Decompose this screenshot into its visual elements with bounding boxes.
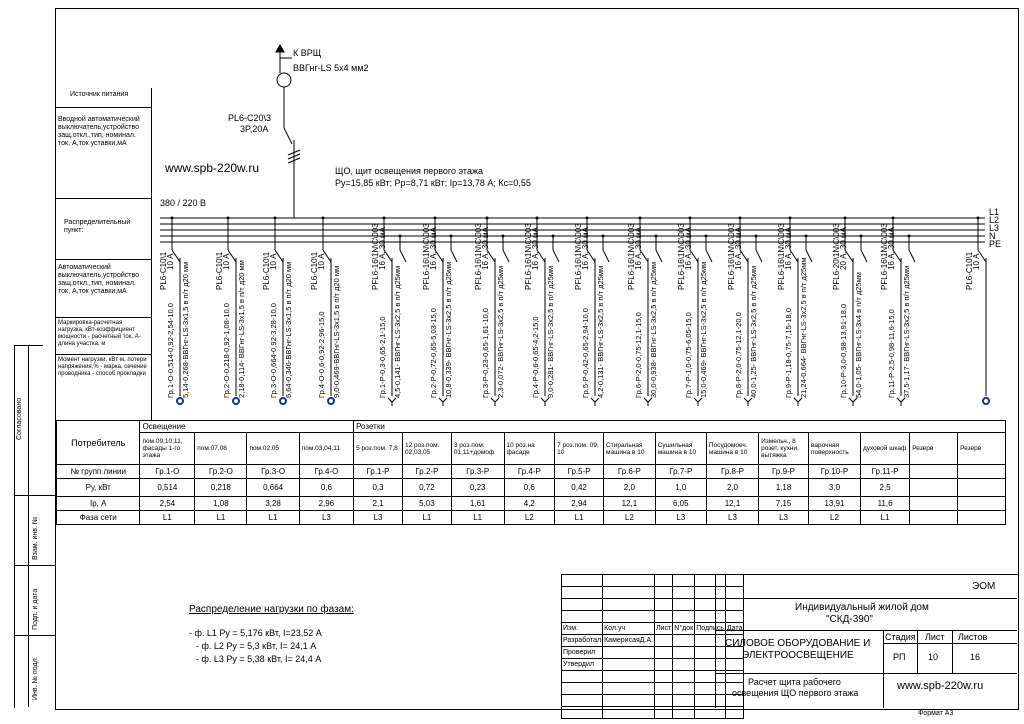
consumer-cell: варочная поверхность <box>808 433 860 465</box>
table-cell-group: Гр.1-Р <box>354 465 403 479</box>
circuit-label: 37,5-1,17- ВВГнг-LS-3х2,5 в п/т д25мм <box>902 265 911 398</box>
group-osv-header: Освещение <box>140 421 354 433</box>
stamp-cell <box>562 707 603 719</box>
table-cell-p: 0,6 <box>299 479 353 497</box>
circuit-label: PL6-C10\1 <box>310 251 319 290</box>
circuit-label: PFL6-16\1N\C\003 <box>371 223 380 290</box>
stamp-cell <box>603 611 655 623</box>
circuit-label: 16 А, 30 мА <box>634 227 643 270</box>
feed-to-label: К ВРЩ <box>293 48 322 58</box>
table-cell-phase <box>958 511 1006 525</box>
stamp-cell <box>725 575 744 587</box>
row-label: Ру, кВт <box>57 479 140 497</box>
distribution-l3: - ф. L3 Ру = 5,38 кВт, I= 24,4 А <box>196 654 322 664</box>
parameters-table <box>56 420 1006 525</box>
circuit-label: PFL6-16\1N\C\003 <box>777 223 786 290</box>
circuit-label: 5,14-0,268-ВВГнг-LS-3х1,5 в п/т д20 мм <box>181 261 190 398</box>
circuit-label: PFL6-16\1N\C\003 <box>524 223 533 290</box>
stage-value: РП <box>893 652 906 662</box>
table-cell-i: 4,2 <box>504 497 555 511</box>
circuit-label: Гр.4-О-0,6-0,92-2,96-15,0 <box>317 311 326 398</box>
label-auto-breaker: Автоматический выключатель,устройство защ.откл.,тип, номинал. ток, А,ток уставки,мА <box>56 260 151 318</box>
table-cell-p <box>910 479 958 497</box>
stamp-role: Утвердил <box>562 659 603 671</box>
stamp-header: Лист <box>655 623 673 635</box>
circuit-label: 9,0-0,469-ВВГнг-LS-3х1,5 в п/т д20 мм <box>332 265 341 398</box>
panel-title: ЩО, щит освещения первого этажа <box>335 166 483 176</box>
circuit-label: 16 А, 30 мА <box>581 227 590 270</box>
stamp-cell <box>725 707 744 719</box>
socket-icon <box>694 398 702 406</box>
circuit-label: 10 А <box>972 253 981 270</box>
format-label: Формат А3 <box>918 710 954 717</box>
circuit-label: PFL6-16\1N\C\003 <box>727 223 736 290</box>
table-cell-i: 7,15 <box>759 497 809 511</box>
circuit-label: 20 А, 30 мА <box>839 227 848 270</box>
bus-label-n: N <box>989 231 996 241</box>
stamp-cell <box>673 635 695 647</box>
table-cell-group: Гр.4-О <box>299 465 353 479</box>
stamp-cell <box>603 575 655 587</box>
table-cell-i: 11,6 <box>860 497 909 511</box>
circuit-label: 16 А, 30 мА <box>684 227 693 270</box>
row-label: № групп линии <box>57 465 140 479</box>
table-cell-i <box>910 497 958 511</box>
distribution-l2: - ф. L2 Ру = 5,3 кВт, I= 24,1 А <box>196 641 317 651</box>
stamp-cell <box>655 635 673 647</box>
table-cell-group: Гр.11-Р <box>860 465 909 479</box>
table-cell-i: 2,94 <box>555 497 604 511</box>
table-cell-i: 1,08 <box>195 497 247 511</box>
stamp-header: Дата <box>725 623 744 635</box>
table-cell-i: 2,54 <box>140 497 195 511</box>
table-cell-group: Гр.10-Р <box>808 465 860 479</box>
circuit-label: 16 А, 30 мА <box>887 227 896 270</box>
stamp-cell <box>695 611 726 623</box>
stamp-cell <box>673 659 695 671</box>
stamp-cell <box>603 695 655 707</box>
circuit-label: Гр.1-О-0,514-0,92-2,54-10,0 <box>166 303 175 398</box>
stamp-cell <box>603 707 655 719</box>
table-cell-i: 6,05 <box>655 497 706 511</box>
stamp-header: Подпись <box>695 623 726 635</box>
stamp-cell <box>562 575 603 587</box>
circuit-label: 10 А <box>166 253 175 270</box>
label-distribution: Распределительный пункт: <box>56 199 151 260</box>
table-cell-phase: L2 <box>808 511 860 525</box>
consumer-cell: 3 роз.пом. 01,11+домоф <box>451 433 504 465</box>
circuit-label: PL6-C10\1 <box>965 251 974 290</box>
sheet-label: Лист <box>925 632 945 642</box>
lamp-icon <box>983 398 989 404</box>
stamp-cell <box>673 611 695 623</box>
table-cell-group <box>910 465 958 479</box>
table-cell-phase: L3 <box>655 511 706 525</box>
circuit-label: 16 А, 30 мА <box>429 227 438 270</box>
consumer-cell: духовой шкаф <box>860 433 909 465</box>
consumer-cell: пом.09,10,11, фасады 1-го этажа <box>140 433 195 465</box>
sheet-value: 10 <box>928 652 939 662</box>
stamp-header: N°док <box>673 623 695 635</box>
stamp-cell <box>562 695 603 707</box>
consumer-cell: Измельч., 8 розет. кухни, вытяжка <box>759 433 809 465</box>
table-cell-i: 2,96 <box>299 497 353 511</box>
consumer-cell: 7 роз.пом. 09, 10 <box>555 433 604 465</box>
table-cell-phase <box>910 511 958 525</box>
table-cell-phase: L1 <box>402 511 451 525</box>
stamp-cell <box>673 707 695 719</box>
circuit-label: Гр.3-Р-0,23-0,65-1,61-10,0 <box>481 308 490 398</box>
stamp-cell <box>655 659 673 671</box>
table-cell-group: Гр.6-Р <box>604 465 656 479</box>
circuit-label: 16 А, 30 мА <box>734 227 743 270</box>
doc-code: ЭОМ <box>972 581 996 592</box>
side-stamp-agreed: Согласовано <box>16 397 23 440</box>
circuit-label: PL6-C10\1 <box>262 251 271 290</box>
circuit-label: 10 А <box>317 253 326 270</box>
socket-icon <box>897 398 905 406</box>
table-cell-p <box>958 479 1006 497</box>
circuit-label: 10 А <box>269 253 278 270</box>
stamp-cell <box>655 647 673 659</box>
stamp-role: Проверил <box>562 647 603 659</box>
table-cell-phase: L3 <box>759 511 809 525</box>
circuit-label: PFL6-16\1N\C\003 <box>474 223 483 290</box>
consumer-cell: 10 роз.на фасаде <box>504 433 555 465</box>
stamp-cell <box>695 635 726 647</box>
label-input-breaker: Вводной автоматический выключатель,устройство защ.откл.,тип, номинал. ток, А,ток уставки,мА <box>56 108 151 199</box>
table-cell-group: Гр.3-О <box>247 465 299 479</box>
table-cell-group: Гр.3-Р <box>451 465 504 479</box>
distribution-title: Распределение нагрузки по фазам: <box>189 604 354 615</box>
circuit-label: 10,8-0,339- ВВГнг-LS-3х2,5 в п/т д25мм <box>444 261 453 398</box>
table-cell-group: Гр.9-Р <box>759 465 809 479</box>
table-cell-p: 0,42 <box>555 479 604 497</box>
table-cell-i: 12,1 <box>706 497 758 511</box>
stamp-author: КамерисаяД.А. <box>603 635 655 647</box>
socket-icon <box>794 398 802 406</box>
socket-icon <box>644 398 652 406</box>
stamp-header: Изм. <box>562 623 603 635</box>
consumer-cell: Резерв <box>910 433 958 465</box>
consumer-cell: пом.03,04,11 <box>299 433 353 465</box>
table-cell-p: 0,218 <box>195 479 247 497</box>
table-cell-phase: L1 <box>555 511 604 525</box>
stamp-cell <box>655 695 673 707</box>
section-line1: СИЛОВОЕ ОБОРУДОВАНИЕ И <box>725 638 871 649</box>
side-stamp-replace: Взам. инв. № <box>32 516 39 560</box>
stamp-cell <box>655 611 673 623</box>
circuit-label: 10 А <box>222 253 231 270</box>
circuit-label: PL6-C10\1 <box>159 251 168 290</box>
stamp-cell <box>673 575 695 587</box>
stamp-cell <box>562 587 603 599</box>
stamp-cell <box>695 575 726 587</box>
circuit-label: Гр.3-О-0,664-0,92-3,28-10,0 <box>269 303 278 398</box>
side-stamp-inv: Инв. № подл. <box>32 656 39 700</box>
stamp-cell <box>603 599 655 611</box>
stamp-cell <box>725 599 744 611</box>
label-marking: Маркировка-расчетная нагрузка, кВт-коэффициент мощности - расчетный ток, А-длина участка, м <box>56 318 151 355</box>
stamp-cell <box>562 611 603 623</box>
table-cell-phase: L1 <box>195 511 247 525</box>
circuit-label: PFL6-16\1N\C\003 <box>574 223 583 290</box>
consumer-cell: Сушильная машина в 10 <box>655 433 706 465</box>
label-cable: Момент нагрузки, кВт·м, потери напряжения,% - марка, сечение проводника - способ прокладки <box>58 357 147 377</box>
circuit-label: 6,64-0,346-ВВГнг-LS-3х1,5 в п/т д20 мм <box>284 261 293 398</box>
socket-icon <box>491 398 499 406</box>
socket-icon <box>849 398 857 406</box>
stamp-cell <box>562 671 603 683</box>
circuit-label: 9,0-0,281- ВВГнг-LS-3х2,5 в п/т д25мм <box>546 265 555 398</box>
consumer-cell: пом.02,05 <box>247 433 299 465</box>
circuit-label: Гр.11-Р-2,5-0,98-11,6-15,0 <box>887 309 896 398</box>
circuit-label: Гр.6-Р-2,0-0,75-12,1-15,0 <box>634 312 643 398</box>
bus-label-l3: L3 <box>989 223 1000 233</box>
consumer-cell: 5 роз.пом. 7,8 <box>354 433 403 465</box>
stamp-cell <box>655 671 673 683</box>
main-breaker-line1: PL6-C20\3 <box>228 113 272 123</box>
stamp-cell <box>655 599 673 611</box>
stamp-cell <box>695 599 726 611</box>
socket-icon <box>541 398 549 406</box>
circuit-label: Гр.2-Р-0,72-0,65-5,03-15,0 <box>429 308 438 398</box>
stamp-cell <box>603 587 655 599</box>
section-line2: ЭЛЕКТРООСВЕЩЕНИЕ <box>742 650 854 661</box>
object-line2: "СКД-390" <box>826 614 873 625</box>
table-cell-phase: L1 <box>860 511 909 525</box>
table-cell-phase: L3 <box>299 511 353 525</box>
circuit-label: Гр.5-Р-0,42-0,65-2,94-10,0 <box>581 308 590 398</box>
table-cell-i: 1,61 <box>451 497 504 511</box>
stamp-cell <box>725 587 744 599</box>
sheets-value: 16 <box>970 652 981 662</box>
consumer-header: Потребитель <box>57 421 140 465</box>
stamp-cell <box>673 695 695 707</box>
circuit-label: PL6-C10\1 <box>215 251 224 290</box>
stamp-cell <box>695 695 726 707</box>
stamp-cell <box>655 587 673 599</box>
circuit-label: 16 А, 30 мА <box>531 227 540 270</box>
website-label: www.spb-220w.ru <box>897 680 984 692</box>
table-cell-phase: L1 <box>247 511 299 525</box>
table-cell-phase: L1 <box>451 511 504 525</box>
circuit-label: PFL6-20\1N\C\003 <box>832 223 841 290</box>
table-cell-p: 1,18 <box>759 479 809 497</box>
table-cell-p: 1,0 <box>655 479 706 497</box>
stamp-cell <box>725 611 744 623</box>
stamp-grid <box>561 574 744 719</box>
stamp-cell <box>603 671 655 683</box>
stamp-header: Кол.уч <box>603 623 655 635</box>
table-cell-phase: L2 <box>604 511 656 525</box>
consumer-cell: пом.07,08 <box>195 433 247 465</box>
bus-label-pe: PE <box>989 239 1002 249</box>
object-line1: Индивидуальный жилой дом <box>795 602 929 613</box>
label-source: Источник питания <box>56 88 151 108</box>
circuit-label: Гр.1-Р-0,3-0,65-2,1-15,0 <box>378 316 387 398</box>
table-cell-i: 3,28 <box>247 497 299 511</box>
circuit-label: 16 А, 30 мА <box>481 227 490 270</box>
stamp-cell <box>673 671 695 683</box>
stamp-role: Разработал <box>562 635 603 647</box>
table-cell-p: 3,0 <box>808 479 860 497</box>
consumer-cell: 12 роз.пом. 02,03,05 <box>402 433 451 465</box>
bus-label-l1: L1 <box>989 207 1000 217</box>
table-cell-p: 2,0 <box>706 479 758 497</box>
stamp-cell <box>673 599 695 611</box>
table-cell-p: 0,3 <box>354 479 403 497</box>
stamp-cell <box>695 671 726 683</box>
table-cell-p: 0,664 <box>247 479 299 497</box>
feed-cable-label: ВВГнг-LS 5х4 мм2 <box>293 63 369 73</box>
stamp-cell <box>695 707 726 719</box>
stamp-cell <box>695 659 726 671</box>
table-cell-i: 12,1 <box>604 497 656 511</box>
stamp-cell <box>673 647 695 659</box>
socket-icon <box>591 398 599 406</box>
stamp-cell <box>655 707 673 719</box>
table-cell-p: 0,6 <box>504 479 555 497</box>
circuit-label: 16 А, 30 мА <box>784 227 793 270</box>
circuit-label: PFL6-16\1N\C\003 <box>422 223 431 290</box>
sheet-title-line2: освещения ЩО первого этажа <box>732 688 859 698</box>
table-cell-group: Гр.2-Р <box>402 465 451 479</box>
circuit-label: 40,0-1,25- ВВГнг-LS-3х2,5 в п/т д25мм <box>749 265 758 398</box>
table-cell-group: Гр.1-О <box>140 465 195 479</box>
stamp-cell <box>695 587 726 599</box>
circuit-label: 16 А, 30 мА <box>378 227 387 270</box>
table-cell-phase: L3 <box>354 511 403 525</box>
circuit-label: Гр.8-Р-2,0-0,75-12,1-20,0 <box>734 312 743 398</box>
table-cell-i <box>958 497 1006 511</box>
table-cell-group: Гр.8-Р <box>706 465 758 479</box>
table-cell-phase: L3 <box>706 511 758 525</box>
circuit-label: 15,0-0,469- ВВГнг-LS-3х2,5 в п/т д25мм <box>699 261 708 398</box>
stamp-cell <box>695 683 726 695</box>
circuit-label: 4,2-0,131- ВВГнг-LS-3х2,5 в п/т д25мм <box>596 265 605 398</box>
consumer-cell: Стиральная машина в 10 <box>604 433 656 465</box>
group-roz-header: Розетки <box>354 421 1006 433</box>
circuit-label: 2,3-0,072- ВВГнг-LS-3х2,5 в п/т д25мм <box>496 265 505 398</box>
table-cell-i: 5,03 <box>402 497 451 511</box>
circuit-label: Гр.10-Р-3,0-0,98-13,91-18,0 <box>839 303 848 398</box>
circuit-label: 54,0-1,05- ВВГнг-LS-3х4 в п/т д25мм <box>854 272 863 398</box>
stamp-cell <box>603 683 655 695</box>
table-cell-i: 2,1 <box>354 497 403 511</box>
panel-params: Ру=15,85 кВт; Рр=8,71 кВт; Iр=13,78 А; Кс=0,55 <box>335 178 531 188</box>
stamp-cell <box>655 575 673 587</box>
stage-label: Стадия <box>885 632 916 642</box>
main-breaker-line2: 3P,20А <box>240 124 269 134</box>
socket-icon <box>388 398 396 406</box>
stamp-cell <box>562 683 603 695</box>
stamp-cell <box>603 659 655 671</box>
voltage-label: 380 / 220 В <box>160 198 207 208</box>
table-cell-group <box>958 465 1006 479</box>
stamp-cell <box>673 683 695 695</box>
table-cell-p: 2,0 <box>604 479 656 497</box>
row-label: Фаза сети <box>57 511 140 525</box>
consumer-cell: Резерв <box>958 433 1006 465</box>
socket-icon <box>439 398 447 406</box>
table-cell-i: 13,91 <box>808 497 860 511</box>
circuit-label: Гр.7-Р-1,0-0,75-6,05-15,0 <box>684 312 693 398</box>
side-stamp-sign: Подп. и дата <box>32 588 39 630</box>
stamp-cell <box>655 683 673 695</box>
table-cell-group: Гр.7-Р <box>655 465 706 479</box>
watermark-url: www.spb-220w.ru <box>165 161 260 175</box>
socket-icon <box>744 398 752 406</box>
circuit-label: Гр.2-О-0,218-0,92-1,08-10,0 <box>222 303 231 398</box>
distribution-l1: - ф. L1 Ру = 5,176 кВт, I=23,52 А <box>189 628 322 638</box>
consumer-cell: Посудомоеч. машина в 10 <box>706 433 758 465</box>
stamp-cell <box>562 599 603 611</box>
circuit-label: Гр.9-Р-1,18-0,75-7,15-18,0 <box>784 308 793 398</box>
circuit-label: PFL6-16\1N\C\003 <box>677 223 686 290</box>
circuit-label: PFL6-16\1N\C\003 <box>627 223 636 290</box>
table-cell-p: 0,23 <box>451 479 504 497</box>
circuit-label: 4,5-0,141- ВВГнг-LS-3х2,5 в п/т д25мм <box>393 265 402 398</box>
table-cell-phase: L1 <box>140 511 195 525</box>
stamp-cell <box>673 587 695 599</box>
table-cell-group: Гр.2-О <box>195 465 247 479</box>
circuit-label: 21,24-0,664- ВВГнг-LS-3х2,5 в п/т д25мм <box>799 257 808 398</box>
table-cell-p: 2,5 <box>860 479 909 497</box>
circuit-label: 30,0-0,938- ВВГнг-LS-3х2,5 в п/т д25мм <box>649 261 658 398</box>
table-cell-phase: L2 <box>504 511 555 525</box>
stamp-cell <box>603 647 655 659</box>
row-label: Iр, А <box>57 497 140 511</box>
stamp-cell <box>695 647 726 659</box>
bus-label-l2: L2 <box>989 215 1000 225</box>
circuit-label: Гр.4-Р-0,6-0,65-4,2-15,0 <box>531 316 540 398</box>
table-cell-p: 0,514 <box>140 479 195 497</box>
sheet-title-line1: Расчет щита рабочего <box>748 677 841 687</box>
table-cell-group: Гр.5-Р <box>555 465 604 479</box>
table-cell-group: Гр.4-Р <box>504 465 555 479</box>
stamp-cell <box>725 671 744 683</box>
circuit-label: PFL6-16\1N\C\003 <box>880 223 889 290</box>
circuit-label: 2,18-0,114- ВВГнг-LS-3х1,5 в п/т д20 мм <box>237 260 246 398</box>
table-cell-p: 0,72 <box>402 479 451 497</box>
sheets-label: Листов <box>958 632 988 642</box>
